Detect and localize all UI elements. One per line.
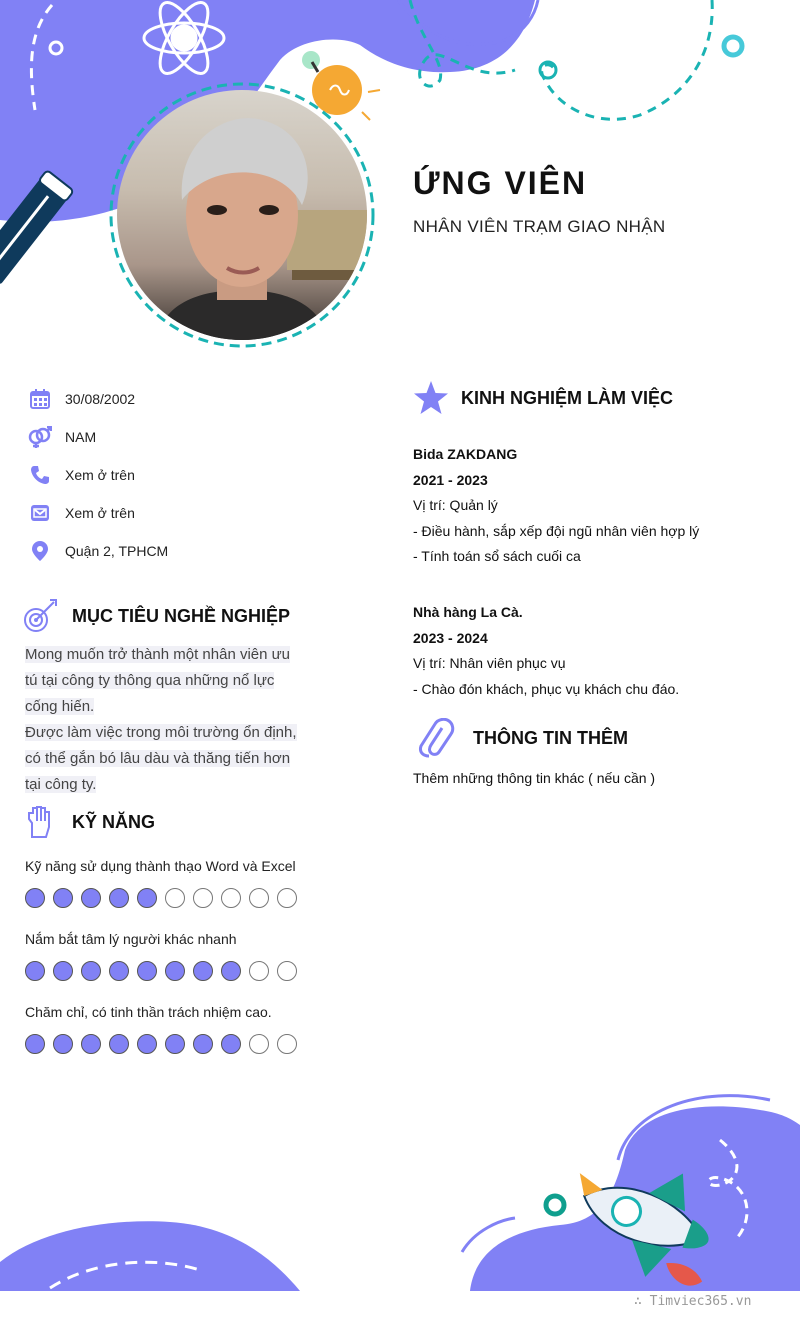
- location-pin-icon: [28, 539, 52, 563]
- rating-dot-filled: [81, 961, 101, 981]
- rating-dot-filled: [137, 1034, 157, 1054]
- rating-dot-empty: [221, 888, 241, 908]
- hand-icon: [22, 804, 58, 840]
- contact-item-phone: [28, 456, 328, 494]
- candidate-name: ỨNG VIÊN: [413, 165, 588, 201]
- rating-dot-filled: [81, 1034, 101, 1054]
- avatar-portrait: [117, 90, 367, 340]
- rating-dot-filled: [109, 961, 129, 981]
- job-task: - Điều hành, sắp xếp đội ngũ nhân viên hợp lý: [413, 522, 700, 539]
- objective-line: Được làm việc trong môi trường ổn định,: [25, 724, 297, 741]
- target-icon: [22, 598, 58, 634]
- skills-heading: [22, 804, 155, 840]
- contact-birthday: 30/08/2002: [65, 391, 136, 407]
- rating-dot-filled: [53, 961, 73, 981]
- rating-dot-filled: [109, 1034, 129, 1054]
- avatar: [117, 90, 367, 340]
- skill-name: Chăm chỉ, có tinh thần trách nhiệm cao.: [25, 1004, 272, 1020]
- email-icon: [28, 501, 52, 525]
- rating-dot-filled: [221, 961, 241, 981]
- rating-dot-empty: [193, 888, 213, 908]
- rating-dot-filled: [165, 961, 185, 981]
- contact-gender: NAM: [65, 429, 97, 445]
- rating-dot-empty: [249, 961, 269, 981]
- skill-name: Nắm bắt tâm lý người khác nhanh: [25, 931, 237, 947]
- skill-item: [25, 1004, 325, 1077]
- skills-title: KỸ NĂNG: [72, 811, 156, 832]
- job-role: Vị trí: Nhân viên phục vụ: [413, 655, 566, 672]
- experience-heading: [413, 380, 673, 416]
- rating-dot-filled: [137, 888, 157, 908]
- objective-title: MỤC TIÊU NGHỀ NGHIỆP: [72, 605, 291, 626]
- experience-list: [413, 442, 783, 732]
- skills-list: [25, 858, 325, 1077]
- rating-dot-filled: [137, 961, 157, 981]
- rating-dot-filled: [25, 888, 45, 908]
- skill-name: Kỹ năng sử dụng thành thạo Word và Excel: [25, 858, 296, 874]
- objective-line: Mong muốn trở thành một nhân viên ưu: [25, 646, 291, 663]
- rating-dot-empty: [277, 961, 297, 981]
- job-period: 2023 - 2024: [413, 629, 488, 646]
- job-entry: [413, 442, 783, 570]
- contact-address: Quận 2, TPHCM: [65, 543, 169, 559]
- skill-rating: [25, 1034, 325, 1054]
- job-task: - Chào đón khách, phục vụ khách chu đáo.: [413, 680, 680, 697]
- rating-dot-empty: [249, 888, 269, 908]
- watermark: ∴ Timviec365.vn: [634, 1294, 752, 1309]
- rating-dot-empty: [249, 1034, 269, 1054]
- rating-dot-filled: [193, 961, 213, 981]
- phone-icon: [28, 463, 52, 487]
- rating-dot-filled: [221, 1034, 241, 1054]
- additional-heading: [413, 718, 628, 758]
- rating-dot-filled: [165, 1034, 185, 1054]
- star-icon: [413, 380, 449, 416]
- rating-dot-empty: [165, 888, 185, 908]
- contact-item-gender: [28, 418, 328, 456]
- rating-dot-empty: [277, 888, 297, 908]
- job-company: Nhà hàng La Cà.: [413, 603, 523, 620]
- rating-dot-filled: [193, 1034, 213, 1054]
- contact-item-address: [28, 532, 328, 570]
- rating-dot-empty: [277, 1034, 297, 1054]
- skill-rating: [25, 961, 325, 981]
- rating-dot-filled: [25, 1034, 45, 1054]
- objective-line: có thể gắn bó lâu dàu và thăng tiến hơn: [25, 750, 291, 767]
- contact-item-birthday: [28, 380, 328, 418]
- objective-text: [25, 642, 320, 798]
- additional-text: Thêm những thông tin khác ( nếu cần ): [413, 770, 656, 786]
- objective-line: cống hiến.: [25, 698, 95, 715]
- rating-dot-filled: [53, 888, 73, 908]
- job-period: 2021 - 2023: [413, 471, 488, 488]
- contact-phone: Xem ở trên: [65, 467, 135, 483]
- objective-heading: [22, 598, 290, 634]
- rating-dot-filled: [25, 961, 45, 981]
- skill-item: [25, 931, 325, 1004]
- objective-line: tại công ty.: [25, 776, 97, 793]
- candidate-position: NHÂN VIÊN TRẠM GIAO NHẬN: [413, 217, 666, 236]
- rating-dot-filled: [53, 1034, 73, 1054]
- rating-dot-filled: [81, 888, 101, 908]
- objective-line: tú tại công ty thông qua những nổ lực: [25, 672, 275, 689]
- calendar-icon: [28, 387, 52, 411]
- skill-rating: [25, 888, 325, 908]
- job-role: Vị trí: Quản lý: [413, 497, 498, 514]
- job-company: Bida ZAKDANG: [413, 446, 518, 462]
- contact-email: Xem ở trên: [65, 505, 135, 521]
- contact-list: [28, 380, 328, 570]
- lightbulb-icon: [302, 51, 380, 120]
- job-task: - Tính toán sổ sách cuối ca: [413, 548, 581, 565]
- contact-item-email: [28, 494, 328, 532]
- paperclip-icon: [413, 718, 461, 758]
- job-entry: [413, 600, 783, 702]
- rating-dot-filled: [109, 888, 129, 908]
- experience-title: KINH NGHIỆM LÀM VIỆC: [461, 387, 674, 408]
- additional-title: THÔNG TIN THÊM: [473, 727, 628, 748]
- skill-item: [25, 858, 325, 931]
- gender-icon: [28, 425, 52, 449]
